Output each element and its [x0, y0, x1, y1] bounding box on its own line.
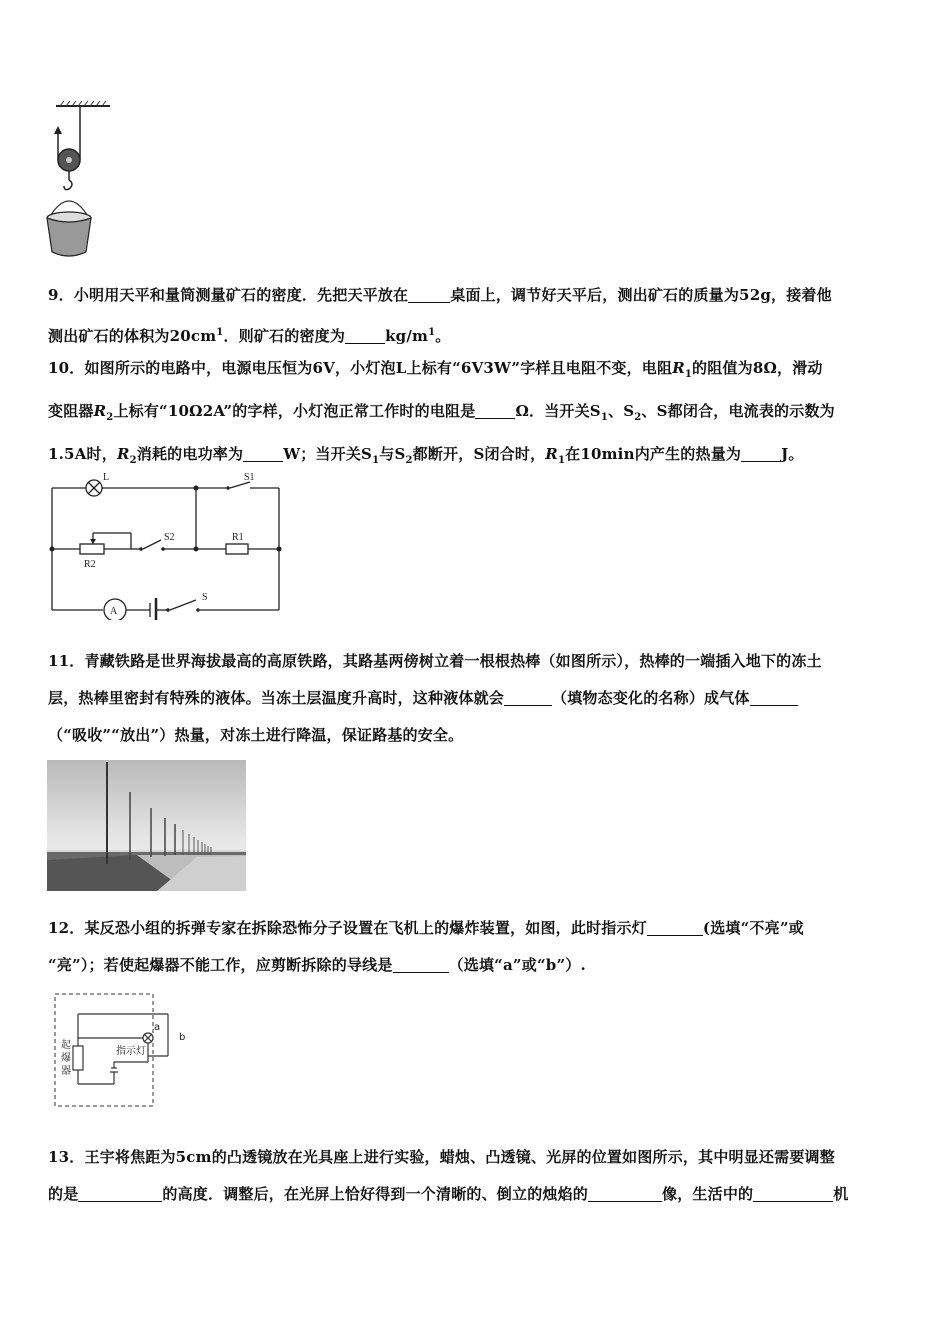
question-9-line-2: 测出矿石的体积为$20cm^1$．则矿石的密度为 $kg/m^1$。: [48, 327, 451, 345]
question-11-line-2: 层，热棒里密封有特殊的液体。当冻土层温度升高时，这种液体就会 （填物态变化的名称）成气体: [48, 680, 908, 717]
question-11: [48, 643, 908, 754]
question-11-line-3: （“吸收”“放出”）热量，对冻土进行降温，保证路基的安全。: [48, 726, 464, 744]
question-13-line-2: 的是 的高度．调整后，在光屏上恰好得到一个清晰的、倒立的烛焰的 像，生活中的 机: [48, 1185, 849, 1203]
question-10-line-2: 变阻器$R_2$上标有“10Ω2A”的字样，小灯泡正常工作时的电阻是 Ω．当开关$S_1$、$S_2$、S都闭合，电流表的示数为: [48, 402, 835, 423]
question-9-line-1: 9．小明用天平和量筒测量矿石的密度．先把天平放在 桌面上，调节好天平后，测出矿石的质量为52g，接着他: [48, 286, 832, 304]
question-10-line-3: 1.5A时，$R_2$消耗的电功率为 W；当开关$S_1$与$S_2$都断开，S闭合时，$R_1$在10min内产生的热量为 J。: [48, 445, 804, 466]
question-13-line-1: 13．王宇将焦距为5cm的凸透镜放在光具座上进行实验，蜡烛、凸透镜、光屏的位置如图所示，其中明显还需要调整: [48, 1148, 835, 1166]
indicator-label: 指示灯: [116, 1046, 146, 1057]
question-12: [48, 910, 908, 984]
question-13: [48, 1139, 908, 1213]
pulley-bucket-figure: [44, 100, 114, 265]
label-lamp: L: [103, 472, 110, 483]
circuit-diagram: [44, 470, 289, 620]
question-12-line-1: 12．某反恐小组的拆弹专家在拆除恐怖分子设置在飞机上的爆炸装置，如图，此时指示灯 (选填“不亮”或: [48, 919, 804, 937]
question-10: [48, 350, 908, 479]
label-s: S: [202, 592, 208, 603]
question-11-line-1: 11．青藏铁路是世界海拔最高的高原铁路，其路基两傍树立着一根根热棒（如图所示），热棒的一端插入地下的冻土: [48, 652, 822, 670]
question-10-line-1: 10．如图所示的电路中，电源电压恒为6V，小灯泡L上标有“6V3W”字样且电阻不变，电阻$R_1$的阻值为8Ω，滑动: [48, 359, 823, 380]
heat-pipe-photo: [47, 760, 246, 891]
label-r2: R2: [84, 559, 96, 570]
detonator-label: 起爆器: [61, 1040, 71, 1077]
question-12-line-2: “亮”）；若使起爆器不能工作，应剪断拆除的导线是 （选填“a”或“b”）.: [48, 956, 586, 974]
question-9: [48, 277, 908, 355]
detonator-circuit: [48, 988, 208, 1110]
label-ammeter: A: [110, 606, 118, 617]
label-s2: S2: [164, 532, 175, 543]
wire-a-label: a: [154, 1022, 161, 1033]
label-r1: R1: [232, 532, 244, 543]
wire-b-label: b: [179, 1032, 186, 1043]
label-s1: S1: [244, 472, 255, 483]
